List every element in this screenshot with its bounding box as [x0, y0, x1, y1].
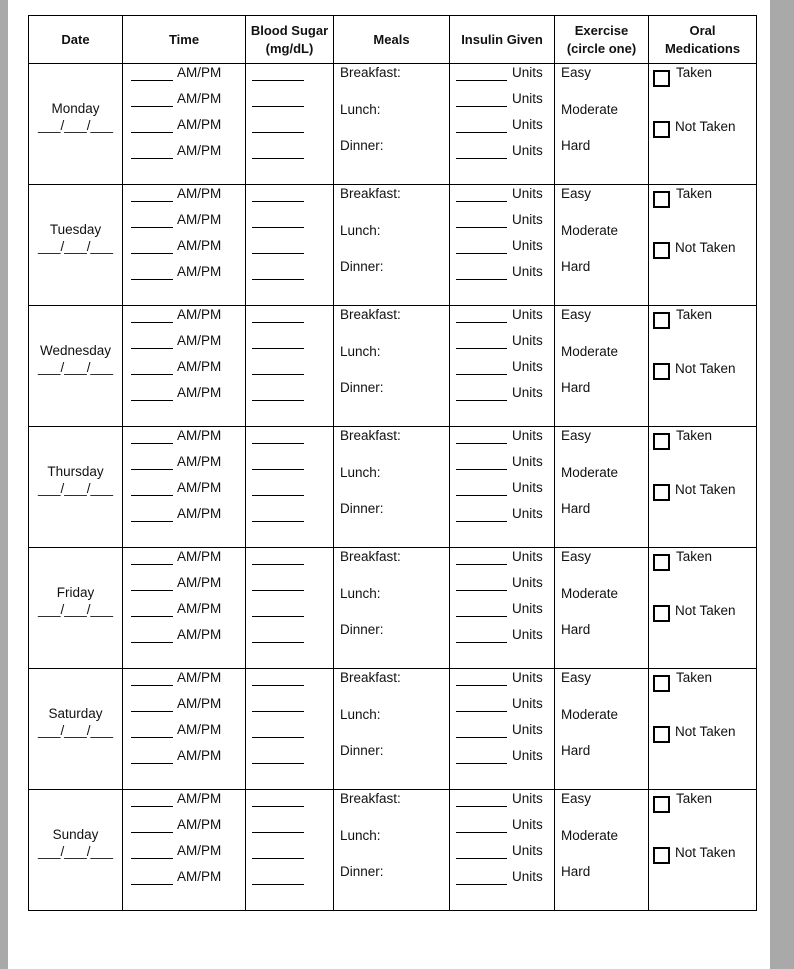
time-blank-1[interactable] — [131, 685, 173, 686]
time-blank-3[interactable] — [131, 132, 173, 133]
units-label-2: Units — [512, 575, 543, 590]
lunch-label: Lunch: — [340, 465, 381, 480]
blood-sugar-blank-3[interactable] — [252, 253, 304, 254]
insulin-blank-2[interactable] — [456, 711, 507, 712]
blood-sugar-cell — [246, 306, 334, 427]
exercise-option-moderate[interactable]: Moderate — [561, 707, 619, 722]
blood-sugar-cell — [246, 185, 334, 306]
blood-sugar-blank-3[interactable] — [252, 495, 304, 496]
breakfast-label: Breakfast: — [340, 549, 401, 564]
time-blank-3[interactable] — [131, 858, 173, 859]
day-name: Wednesday — [39, 343, 112, 358]
exercise-cell — [555, 669, 649, 790]
units-label-4: Units — [512, 143, 543, 158]
insulin-blank-1[interactable] — [456, 201, 507, 202]
ampm-label-2: AM/PM — [177, 817, 222, 832]
units-label-4: Units — [512, 627, 543, 642]
day-row-friday — [29, 548, 757, 669]
exercise-option-easy[interactable]: Easy — [561, 791, 592, 806]
dinner-label: Dinner: — [340, 501, 384, 516]
exercise-cell — [555, 185, 649, 306]
meals-cell — [334, 306, 450, 427]
ampm-label-1: AM/PM — [177, 549, 222, 564]
time-blank-1[interactable] — [131, 201, 173, 202]
insulin-blank-1[interactable] — [456, 806, 507, 807]
units-label-3: Units — [512, 843, 543, 858]
breakfast-label: Breakfast: — [340, 65, 401, 80]
units-label-3: Units — [512, 238, 543, 253]
date-cell — [29, 185, 123, 306]
ampm-label-4: AM/PM — [177, 143, 222, 158]
insulin-blank-3[interactable] — [456, 616, 507, 617]
time-cell — [123, 427, 246, 548]
time-cell — [123, 548, 246, 669]
time-cell — [123, 64, 246, 185]
units-label-1: Units — [512, 549, 543, 564]
exercise-option-easy[interactable]: Easy — [561, 307, 592, 322]
ampm-label-3: AM/PM — [177, 601, 222, 616]
header-oral-medications: Oral Medications — [649, 16, 757, 64]
exercise-option-easy[interactable]: Easy — [561, 670, 592, 685]
blood-sugar-blank-4[interactable] — [252, 158, 304, 159]
blood-sugar-cell — [246, 669, 334, 790]
date-cell — [29, 548, 123, 669]
exercise-option-moderate[interactable]: Moderate — [561, 586, 619, 601]
lunch-label: Lunch: — [340, 102, 381, 117]
units-label-2: Units — [512, 817, 543, 832]
taken-label: Taken — [676, 65, 713, 80]
blood-sugar-cell — [246, 64, 334, 185]
ampm-label-2: AM/PM — [177, 696, 222, 711]
ampm-label-4: AM/PM — [177, 506, 222, 521]
time-blank-2[interactable] — [131, 348, 173, 349]
blood-sugar-blank-3[interactable] — [252, 858, 304, 859]
taken-checkbox[interactable] — [653, 70, 670, 87]
ampm-label-3: AM/PM — [177, 843, 222, 858]
blood-sugar-blank-3[interactable] — [252, 616, 304, 617]
not-taken-label: Not Taken — [675, 845, 736, 860]
not-taken-checkbox[interactable] — [653, 363, 670, 380]
date-blank-field[interactable]: ___/___/___ — [37, 481, 114, 496]
time-blank-3[interactable] — [131, 253, 173, 254]
meals-cell — [334, 790, 450, 911]
ampm-label-4: AM/PM — [177, 385, 222, 400]
exercise-option-easy[interactable]: Easy — [561, 428, 592, 443]
blood-sugar-blank-1[interactable] — [252, 564, 304, 565]
blood-sugar-blank-2[interactable] — [252, 832, 304, 833]
dinner-label: Dinner: — [340, 864, 384, 879]
breakfast-label: Breakfast: — [340, 307, 401, 322]
exercise-option-moderate[interactable]: Moderate — [561, 828, 619, 843]
exercise-option-easy[interactable]: Easy — [561, 549, 592, 564]
units-label-1: Units — [512, 791, 543, 806]
insulin-blank-1[interactable] — [456, 685, 507, 686]
exercise-cell — [555, 306, 649, 427]
date-cell — [29, 427, 123, 548]
insulin-blank-1[interactable] — [456, 564, 507, 565]
exercise-option-easy[interactable]: Easy — [561, 65, 592, 80]
oral-medications-cell — [649, 306, 757, 427]
insulin-blank-4[interactable] — [456, 158, 507, 159]
insulin-blank-2[interactable] — [456, 227, 507, 228]
insulin-cell — [450, 427, 555, 548]
taken-checkbox[interactable] — [653, 554, 670, 571]
blood-sugar-blank-1[interactable] — [252, 322, 304, 323]
day-row-tuesday — [29, 185, 757, 306]
time-blank-4[interactable] — [131, 642, 173, 643]
ampm-label-3: AM/PM — [177, 722, 222, 737]
exercise-option-moderate[interactable]: Moderate — [561, 465, 619, 480]
time-blank-1[interactable] — [131, 322, 173, 323]
insulin-blank-3[interactable] — [456, 495, 507, 496]
exercise-option-hard[interactable]: Hard — [561, 138, 591, 153]
ampm-label-3: AM/PM — [177, 238, 222, 253]
taken-label: Taken — [676, 791, 713, 806]
date-blank-field[interactable]: ___/___/___ — [37, 723, 114, 738]
blood-sugar-blank-4[interactable] — [252, 642, 304, 643]
oral-medications-cell — [649, 64, 757, 185]
time-cell — [123, 790, 246, 911]
units-label-3: Units — [512, 722, 543, 737]
insulin-blank-2[interactable] — [456, 348, 507, 349]
header-insulin: Insulin Given — [450, 16, 555, 64]
insulin-cell — [450, 669, 555, 790]
taken-checkbox[interactable] — [653, 675, 670, 692]
date-blank-field[interactable]: ___/___/___ — [37, 118, 114, 133]
date-cell — [29, 64, 123, 185]
taken-label: Taken — [676, 307, 713, 322]
blood-sugar-blank-2[interactable] — [252, 711, 304, 712]
insulin-blank-3[interactable] — [456, 374, 507, 375]
insulin-cell — [450, 790, 555, 911]
time-blank-2[interactable] — [131, 106, 173, 107]
exercise-option-hard[interactable]: Hard — [561, 743, 591, 758]
units-label-3: Units — [512, 480, 543, 495]
meals-cell — [334, 64, 450, 185]
date-blank-field[interactable]: ___/___/___ — [37, 239, 114, 254]
units-label-4: Units — [512, 748, 543, 763]
date-cell — [29, 790, 123, 911]
exercise-cell — [555, 790, 649, 911]
time-blank-4[interactable] — [131, 158, 173, 159]
time-blank-1[interactable] — [131, 564, 173, 565]
oral-medications-cell — [649, 548, 757, 669]
time-blank-2[interactable] — [131, 590, 173, 591]
ampm-label-1: AM/PM — [177, 791, 222, 806]
oral-medications-cell — [649, 790, 757, 911]
time-blank-4[interactable] — [131, 884, 173, 885]
not-taken-label: Not Taken — [675, 240, 736, 255]
day-row-thursday — [29, 427, 757, 548]
not-taken-label: Not Taken — [675, 724, 736, 739]
units-label-4: Units — [512, 264, 543, 279]
not-taken-checkbox[interactable] — [653, 605, 670, 622]
blood-sugar-blank-4[interactable] — [252, 400, 304, 401]
blood-sugar-blank-4[interactable] — [252, 763, 304, 764]
time-cell — [123, 185, 246, 306]
ampm-label-1: AM/PM — [177, 186, 222, 201]
units-label-2: Units — [512, 696, 543, 711]
taken-label: Taken — [676, 428, 713, 443]
time-blank-4[interactable] — [131, 763, 173, 764]
time-blank-4[interactable] — [131, 521, 173, 522]
taken-checkbox[interactable] — [653, 191, 670, 208]
oral-medications-cell — [649, 427, 757, 548]
not-taken-checkbox[interactable] — [653, 726, 670, 743]
day-row-sunday — [29, 790, 757, 911]
blood-sugar-cell — [246, 548, 334, 669]
insulin-blank-1[interactable] — [456, 80, 507, 81]
insulin-blank-2[interactable] — [456, 469, 507, 470]
insulin-blank-3[interactable] — [456, 132, 507, 133]
dinner-label: Dinner: — [340, 138, 384, 153]
date-cell — [29, 306, 123, 427]
oral-medications-cell — [649, 669, 757, 790]
date-blank-field[interactable]: ___/___/___ — [37, 602, 114, 617]
insulin-blank-2[interactable] — [456, 590, 507, 591]
insulin-blank-3[interactable] — [456, 737, 507, 738]
time-cell — [123, 669, 246, 790]
units-label-2: Units — [512, 212, 543, 227]
units-label-1: Units — [512, 186, 543, 201]
insulin-blank-2[interactable] — [456, 106, 507, 107]
lunch-label: Lunch: — [340, 707, 381, 722]
exercise-option-hard[interactable]: Hard — [561, 622, 591, 637]
blood-sugar-blank-2[interactable] — [252, 590, 304, 591]
insulin-cell — [450, 185, 555, 306]
meals-cell — [334, 185, 450, 306]
units-label-4: Units — [512, 385, 543, 400]
date-blank-field[interactable]: ___/___/___ — [37, 360, 114, 375]
header-time: Time — [123, 16, 246, 64]
day-row-saturday — [29, 669, 757, 790]
ampm-label-3: AM/PM — [177, 117, 222, 132]
blood-sugar-blank-1[interactable] — [252, 685, 304, 686]
blood-sugar-blank-1[interactable] — [252, 80, 304, 81]
not-taken-checkbox[interactable] — [653, 847, 670, 864]
date-blank-field[interactable]: ___/___/___ — [37, 844, 114, 859]
ampm-label-2: AM/PM — [177, 454, 222, 469]
time-cell — [123, 306, 246, 427]
ampm-label-4: AM/PM — [177, 264, 222, 279]
not-taken-checkbox[interactable] — [653, 121, 670, 138]
blood-sugar-blank-3[interactable] — [252, 374, 304, 375]
time-blank-4[interactable] — [131, 400, 173, 401]
lunch-label: Lunch: — [340, 586, 381, 601]
blood-sugar-blank-2[interactable] — [252, 106, 304, 107]
exercise-option-hard[interactable]: Hard — [561, 501, 591, 516]
blood-sugar-cell — [246, 790, 334, 911]
units-label-2: Units — [512, 454, 543, 469]
insulin-blank-4[interactable] — [456, 521, 507, 522]
blood-sugar-blank-4[interactable] — [252, 521, 304, 522]
exercise-cell — [555, 427, 649, 548]
oral-medications-cell — [649, 185, 757, 306]
day-name: Friday — [56, 585, 95, 600]
breakfast-label: Breakfast: — [340, 791, 401, 806]
meals-cell — [334, 427, 450, 548]
insulin-blank-3[interactable] — [456, 858, 507, 859]
taken-checkbox[interactable] — [653, 312, 670, 329]
time-blank-3[interactable] — [131, 495, 173, 496]
exercise-option-hard[interactable]: Hard — [561, 864, 591, 879]
day-name: Tuesday — [49, 222, 102, 237]
dinner-label: Dinner: — [340, 622, 384, 637]
insulin-blank-1[interactable] — [456, 443, 507, 444]
header-row — [29, 16, 757, 64]
blood-sugar-blank-1[interactable] — [252, 201, 304, 202]
taken-label: Taken — [676, 186, 713, 201]
insulin-blank-4[interactable] — [456, 884, 507, 885]
date-cell — [29, 669, 123, 790]
insulin-cell — [450, 306, 555, 427]
day-row-wednesday — [29, 306, 757, 427]
time-blank-3[interactable] — [131, 616, 173, 617]
lunch-label: Lunch: — [340, 344, 381, 359]
ampm-label-1: AM/PM — [177, 65, 222, 80]
header-meals: Meals — [334, 16, 450, 64]
blood-sugar-blank-2[interactable] — [252, 469, 304, 470]
day-name: Monday — [51, 101, 100, 116]
blood-sugar-log-table — [28, 15, 757, 911]
units-label-2: Units — [512, 333, 543, 348]
blood-sugar-blank-1[interactable] — [252, 806, 304, 807]
ampm-label-4: AM/PM — [177, 869, 222, 884]
time-blank-1[interactable] — [131, 443, 173, 444]
time-blank-3[interactable] — [131, 374, 173, 375]
lunch-label: Lunch: — [340, 223, 381, 238]
units-label-1: Units — [512, 670, 543, 685]
blood-sugar-blank-1[interactable] — [252, 443, 304, 444]
blood-sugar-blank-2[interactable] — [252, 227, 304, 228]
not-taken-label: Not Taken — [675, 603, 736, 618]
units-label-1: Units — [512, 428, 543, 443]
ampm-label-2: AM/PM — [177, 333, 222, 348]
units-label-3: Units — [512, 601, 543, 616]
blood-sugar-cell — [246, 427, 334, 548]
insulin-blank-1[interactable] — [456, 322, 507, 323]
exercise-option-moderate[interactable]: Moderate — [561, 223, 619, 238]
not-taken-label: Not Taken — [675, 119, 736, 134]
breakfast-label: Breakfast: — [340, 428, 401, 443]
units-label-2: Units — [512, 91, 543, 106]
taken-label: Taken — [676, 549, 713, 564]
blood-sugar-blank-3[interactable] — [252, 132, 304, 133]
dinner-label: Dinner: — [340, 259, 384, 274]
worksheet-page — [8, 0, 770, 969]
ampm-label-3: AM/PM — [177, 359, 222, 374]
units-label-4: Units — [512, 869, 543, 884]
breakfast-label: Breakfast: — [340, 670, 401, 685]
insulin-blank-4[interactable] — [456, 642, 507, 643]
taken-label: Taken — [676, 670, 713, 685]
day-name: Sunday — [52, 827, 99, 842]
time-blank-1[interactable] — [131, 80, 173, 81]
exercise-cell — [555, 548, 649, 669]
taken-checkbox[interactable] — [653, 433, 670, 450]
insulin-cell — [450, 548, 555, 669]
time-blank-2[interactable] — [131, 711, 173, 712]
lunch-label: Lunch: — [340, 828, 381, 843]
not-taken-label: Not Taken — [675, 361, 736, 376]
time-blank-2[interactable] — [131, 832, 173, 833]
units-label-1: Units — [512, 307, 543, 322]
exercise-option-hard[interactable]: Hard — [561, 259, 591, 274]
day-row-monday — [29, 64, 757, 185]
ampm-label-4: AM/PM — [177, 627, 222, 642]
meals-cell — [334, 548, 450, 669]
insulin-blank-2[interactable] — [456, 832, 507, 833]
units-label-3: Units — [512, 359, 543, 374]
exercise-cell — [555, 64, 649, 185]
units-label-1: Units — [512, 65, 543, 80]
header-exercise: Exercise (circle one) — [555, 16, 649, 64]
exercise-option-easy[interactable]: Easy — [561, 186, 592, 201]
ampm-label-2: AM/PM — [177, 575, 222, 590]
blood-sugar-blank-2[interactable] — [252, 348, 304, 349]
time-blank-3[interactable] — [131, 737, 173, 738]
blood-sugar-blank-4[interactable] — [252, 279, 304, 280]
insulin-blank-4[interactable] — [456, 763, 507, 764]
exercise-option-moderate[interactable]: Moderate — [561, 102, 619, 117]
time-blank-2[interactable] — [131, 227, 173, 228]
exercise-option-hard[interactable]: Hard — [561, 380, 591, 395]
header-date: Date — [29, 16, 123, 64]
units-label-4: Units — [512, 506, 543, 521]
time-blank-2[interactable] — [131, 469, 173, 470]
taken-checkbox[interactable] — [653, 796, 670, 813]
day-name: Thursday — [47, 464, 104, 479]
units-label-3: Units — [512, 117, 543, 132]
ampm-label-2: AM/PM — [177, 212, 222, 227]
ampm-label-1: AM/PM — [177, 428, 222, 443]
time-blank-1[interactable] — [131, 806, 173, 807]
breakfast-label: Breakfast: — [340, 186, 401, 201]
not-taken-label: Not Taken — [675, 482, 736, 497]
insulin-blank-4[interactable] — [456, 400, 507, 401]
time-blank-4[interactable] — [131, 279, 173, 280]
not-taken-checkbox[interactable] — [653, 484, 670, 501]
blood-sugar-blank-4[interactable] — [252, 884, 304, 885]
ampm-label-1: AM/PM — [177, 670, 222, 685]
day-name: Saturday — [48, 706, 103, 721]
not-taken-checkbox[interactable] — [653, 242, 670, 259]
ampm-label-3: AM/PM — [177, 480, 222, 495]
header-blood-sugar: Blood Sugar (mg/dL) — [246, 16, 334, 64]
insulin-blank-4[interactable] — [456, 279, 507, 280]
blood-sugar-blank-3[interactable] — [252, 737, 304, 738]
exercise-option-moderate[interactable]: Moderate — [561, 344, 619, 359]
ampm-label-2: AM/PM — [177, 91, 222, 106]
ampm-label-4: AM/PM — [177, 748, 222, 763]
insulin-blank-3[interactable] — [456, 253, 507, 254]
meals-cell — [334, 669, 450, 790]
dinner-label: Dinner: — [340, 743, 384, 758]
ampm-label-1: AM/PM — [177, 307, 222, 322]
insulin-cell — [450, 64, 555, 185]
dinner-label: Dinner: — [340, 380, 384, 395]
